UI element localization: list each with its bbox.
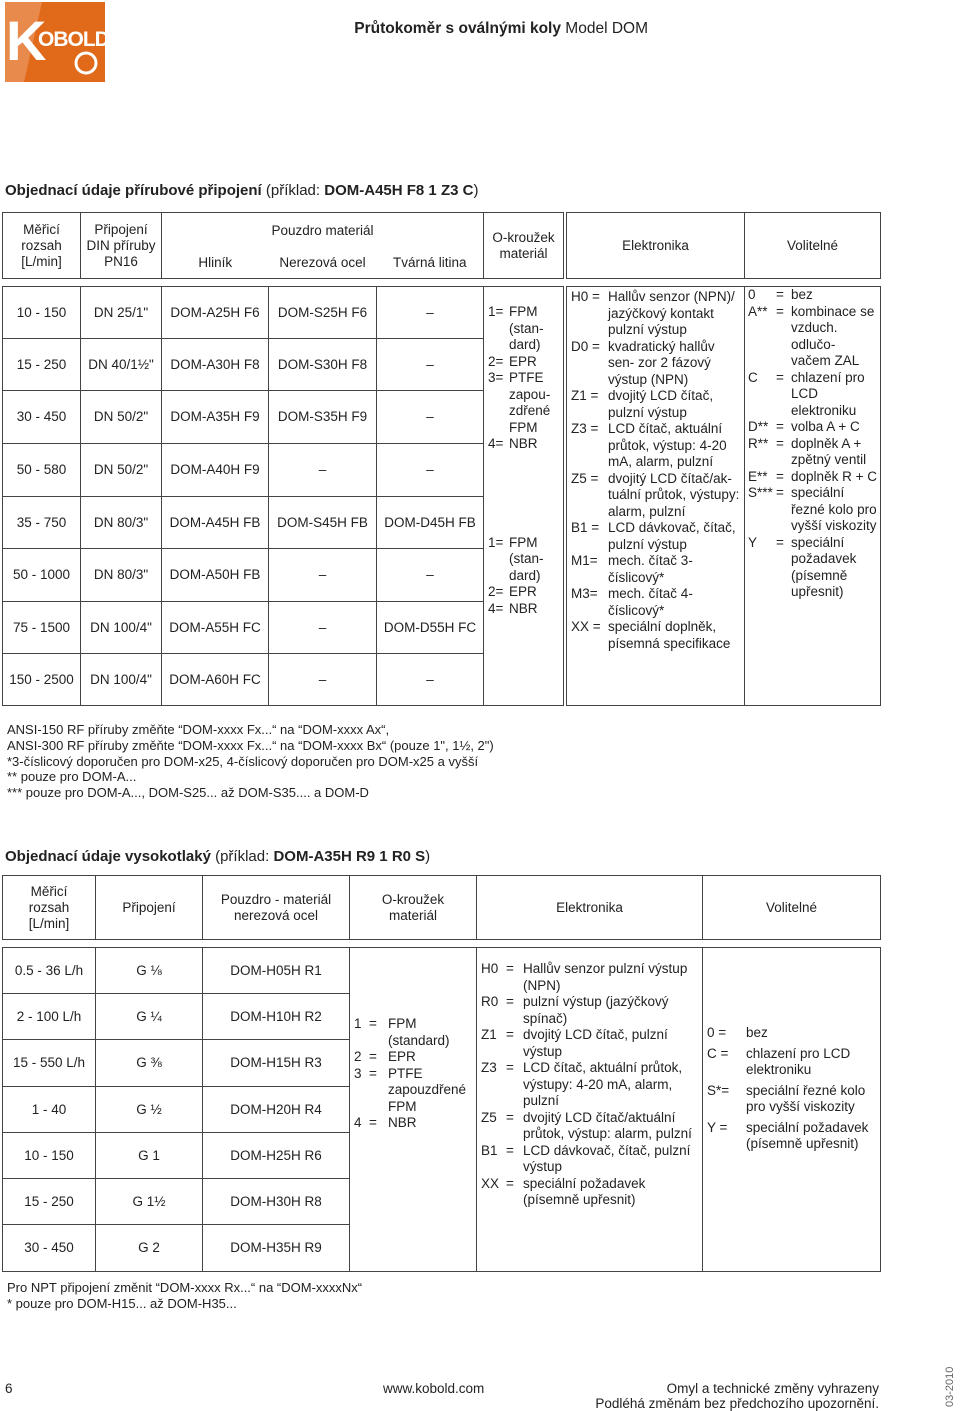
footer-disclaimer (595, 1381, 879, 1411)
electronics-item-code: Z3 (481, 1060, 497, 1075)
header-oring-l1: O-kroužek (381, 891, 445, 907)
section1-title-bold: Objednací údaje přírubové připojení (5, 182, 262, 199)
page-header-title (354, 20, 648, 38)
header-options: Volitelné (703, 876, 881, 940)
range-cell: 0.5 - 36 L/h (3, 948, 96, 994)
kobold-logo (2, 0, 108, 84)
range-cell: 150 - 2500 (3, 654, 81, 706)
electronics-item-text: dvojitý LCD čítač, pulzní výstup (523, 1027, 668, 1059)
oring-lower-cell (484, 497, 564, 706)
range-cell: 30 - 450 (3, 391, 81, 444)
section2-title-end: ) (425, 848, 431, 865)
oring-item-text: FPM (standard) (388, 1016, 450, 1048)
aluminium-cell: DOM-A50H FB (162, 549, 269, 602)
header-range-l2: rozsah (21, 237, 62, 253)
option-item-text: kombinace se vzduch. odlučo- vačem ZAL (791, 303, 875, 368)
svg-text:K: K (6, 9, 47, 72)
electronics-item-code: = (506, 1175, 514, 1191)
aluminium-cell: DOM-A55H FC (162, 602, 269, 654)
oring-item-text: PTFE zapouzdřené FPM (388, 1065, 467, 1114)
range-cell: 75 - 1500 (3, 602, 81, 654)
section1-example: DOM-A45H F8 1 Z3 C (324, 182, 474, 199)
option-item-code: E** (748, 468, 768, 484)
option-item-code: C (748, 369, 758, 385)
footer-line1: Omyl a technické změny vyhrazeny (666, 1381, 879, 1396)
oring-item-text: EPR (509, 584, 537, 599)
option-item-text: doplněk A + zpětný ventil (791, 435, 867, 467)
dn-cell: DN 25/1" (81, 287, 162, 339)
table-row (3, 948, 881, 994)
dn-cell: DN 80/3" (81, 497, 162, 549)
electronics-item-code: = (506, 1060, 514, 1075)
electronics-item-code: = (506, 1142, 514, 1158)
option-item-text: speciální řezné kolo pro vyšší viskozity (746, 1082, 866, 1114)
ductile-cell: – (377, 339, 484, 391)
header-aluminium: Hliník (162, 249, 269, 279)
range-cell: 10 - 150 (3, 1133, 96, 1179)
header-housing: Pouzdro materiál (162, 213, 484, 249)
oring-item-text: FPM (stan- dard) (509, 534, 544, 583)
aluminium-cell: DOM-A35H F9 (162, 391, 269, 444)
option-item-code: 0 (748, 287, 756, 302)
option-item-text: speciální řezné kolo pro vyšší viskozity (791, 485, 877, 533)
connection-cell: G ½ (96, 1087, 203, 1133)
electronics-item-code: D0 = (571, 338, 600, 354)
electronics-item-code: H0 = (571, 289, 600, 304)
option-item-code: D** (748, 419, 769, 434)
range-cell: 2 - 100 L/h (3, 994, 96, 1040)
option-item-text: chlazení pro LCD elektroniku (746, 1045, 851, 1077)
dn-cell: DN 100/4" (81, 654, 162, 706)
oring-item-code: 2= (488, 584, 504, 599)
option-item-code: = (776, 435, 784, 451)
option-item-code: R** (748, 435, 769, 451)
note-line: *3-číslicový doporučen pro DOM-x25, 4-číslicový doporučen pro DOM-x25 a vyšší (7, 753, 479, 769)
model-cell: DOM-H35H R9 (203, 1225, 350, 1272)
model-cell: DOM-H20H R4 (203, 1087, 350, 1133)
footer-date: 03-2010 (944, 1366, 956, 1407)
electronics-item-code: Z5 = (571, 470, 599, 486)
options-cell (745, 287, 881, 706)
option-item-code: C = (707, 1045, 729, 1061)
electronics-item-text: mech. čítač 3-číslicový* (608, 553, 693, 585)
electronics-item-text: dvojitý LCD čítač, pulzní výstup (608, 388, 714, 420)
section2-title-rest: (příklad: (210, 848, 274, 865)
oring-item-code: = (369, 1016, 377, 1031)
header-connection-l2: DIN příruby (86, 237, 156, 253)
range-cell: 35 - 750 (3, 497, 81, 549)
note-line: Pro NPT připojení změnit “DOM-xxxx Rx...“ na “DOM-xxxxNx“ (7, 1280, 363, 1295)
stainless-cell: – (269, 602, 377, 654)
oring-item-text: NBR (388, 1115, 417, 1130)
range-cell: 30 - 450 (3, 1225, 96, 1272)
range-cell: 50 - 580 (3, 444, 81, 497)
table-row (3, 287, 881, 339)
stainless-cell: – (269, 549, 377, 602)
options-list (703, 948, 880, 1153)
options-list (745, 287, 880, 601)
electronics-item-text: LCD čítač, aktuální průtok, výstup: 4-20 mA, alarm, pulzní (608, 421, 727, 469)
oring-item-code: = (369, 1049, 377, 1064)
header-oring (484, 213, 564, 279)
header-oring-l1: O-kroužek (492, 229, 555, 245)
header-connection-l1: Připojení (94, 221, 148, 237)
header-range-l2: rozsah (28, 899, 70, 915)
connection-cell: G ⅜ (96, 1040, 203, 1087)
oring-item-code: 1= (488, 304, 504, 319)
ductile-cell: – (377, 287, 484, 339)
note-line: ANSI-300 RF příruby změňte “DOM-xxxx Fx...“ na “DOM-xxxx Bx“ (pouze 1", 1½, 2") (7, 737, 494, 753)
oring-list (350, 948, 476, 1132)
electronics-item-text: LCD čítač, aktuální průtok, výstupy: 4-20 mA, alarm, pulzní (523, 1060, 683, 1108)
stainless-cell: DOM-S45H FB (269, 497, 377, 549)
oring-item-code: 1= (488, 534, 504, 550)
dn-cell: DN 50/2" (81, 444, 162, 497)
electronics-item-code: H0 (481, 961, 499, 976)
stainless-cell: DOM-S25H F6 (269, 287, 377, 339)
range-cell: 50 - 1000 (3, 549, 81, 602)
page-number: 6 (5, 1381, 13, 1396)
range-cell: 1 - 40 (3, 1087, 96, 1133)
header-range (3, 213, 81, 279)
electronics-item-text: LCD dávkovač, čítač, pulzní výstup (523, 1142, 691, 1174)
header-options: Volitelné (745, 213, 881, 279)
electronics-item-code: Z3 = (571, 421, 599, 436)
header-title-rest: Model DOM (561, 20, 648, 37)
electronics-item-text: pulzní výstup (jazýčkový spínač) (523, 994, 669, 1026)
oring-item-code: 4 (354, 1115, 362, 1130)
oring-item-text: EPR (388, 1049, 416, 1064)
option-item-text: volba A + C (791, 419, 860, 434)
electronics-item-code: = (506, 994, 514, 1009)
connection-cell: G 2 (96, 1225, 203, 1272)
dn-cell: DN 50/2" (81, 391, 162, 444)
electronics-item-text: Hallův senzor pulzní výstup (NPN) (523, 961, 688, 993)
header-range-l1: Měřicí (30, 883, 68, 899)
stainless-cell: DOM-S30H F8 (269, 339, 377, 391)
electronics-item-text: speciální doplněk, písemná specifikace (608, 619, 731, 651)
connection-cell: G ¼ (96, 994, 203, 1040)
dn-cell: DN 80/3" (81, 549, 162, 602)
header-oring-l2: materiál (499, 245, 548, 261)
header-title-bold: Průtokoměr s oválnými koly (354, 20, 561, 37)
section2-title-bold: Objednací údaje vysokotlaký (5, 848, 211, 865)
stainless-cell: DOM-S35H F9 (269, 391, 377, 444)
header-stainless: Nerezová ocel (269, 249, 377, 279)
section2-example: DOM-A35H R9 1 R0 S (273, 848, 426, 865)
option-item-code: = (776, 287, 784, 302)
electronics-list (477, 948, 702, 1209)
option-item-text: bez (791, 287, 813, 302)
oring-item-code: = (369, 1065, 377, 1081)
ductile-cell: – (377, 549, 484, 602)
header-range-l3: [L/min] (21, 253, 62, 269)
ductile-cell: – (377, 444, 484, 497)
model-cell: DOM-H25H R6 (203, 1133, 350, 1179)
model-cell: DOM-H15H R3 (203, 1040, 350, 1087)
electronics-item-text: dvojitý LCD čítač/ak- tuální průtok, výstupy: alarm, pulzní (608, 470, 740, 519)
note-line: ANSI-150 RF příruby změňte “DOM-xxxx Fx...“ na “DOM-xxxx Ax“, (7, 722, 390, 737)
option-item-code: = (776, 303, 784, 319)
oring-cell (350, 948, 477, 1272)
electronics-item-text: dvojitý LCD čítač/aktuální průtok, výstup: alarm, pulzní (523, 1109, 692, 1141)
highpressure-order-table (2, 875, 881, 1272)
footer-url[interactable]: www.kobold.com (383, 1381, 485, 1396)
electronics-item-code: = (506, 1109, 514, 1125)
option-item-text: chlazení pro LCD elektroniku (791, 369, 865, 418)
oring-item-text: EPR (509, 353, 537, 369)
header-ductile: Tvárná litina (377, 249, 484, 279)
section1-title-rest: (příklad: (261, 182, 325, 199)
option-item-code: 0 = (707, 1025, 727, 1040)
header-connection (81, 213, 162, 279)
option-item-code: A** (748, 303, 768, 319)
model-cell: DOM-H05H R1 (203, 948, 350, 994)
electronics-item-text: kvadratický hallův sen- zor 2 fázový výstup (NPN) (608, 338, 715, 387)
electronics-item-code: M3= (571, 586, 598, 601)
header-range-l3: [L/min] (28, 915, 70, 931)
aluminium-cell: DOM-A45H FB (162, 497, 269, 549)
oring-upper-cell (484, 287, 564, 497)
oring-item-code: 4= (488, 436, 504, 451)
note-line: * pouze pro DOM-H15... až DOM-H35... (7, 1295, 237, 1311)
option-item-code: = (776, 468, 784, 484)
electronics-item-code: XX = (571, 619, 601, 634)
electronics-item-code: M1= (571, 553, 598, 568)
electronics-cell (477, 948, 703, 1272)
section1-notes (7, 722, 494, 801)
option-item-text: bez (746, 1025, 768, 1040)
electronics-item-code: B1 = (571, 520, 600, 535)
section1-title (5, 182, 478, 199)
header-electronics: Elektronika (477, 876, 703, 940)
header-electronics: Elektronika (567, 213, 745, 279)
range-cell: 10 - 150 (3, 287, 81, 339)
header-oring-l2: materiál (388, 907, 437, 923)
connection-cell: G 1½ (96, 1179, 203, 1225)
header-housing-l1: Pouzdro - materiál (220, 891, 332, 907)
model-cell: DOM-H30H R8 (203, 1179, 350, 1225)
electronics-item-code: = (506, 1027, 514, 1042)
oring-item-code: 4= (488, 600, 504, 616)
electronics-item-text: speciální požadavek (písemně upřesnit) (523, 1175, 646, 1207)
note-line: ** pouze pro DOM-A... (7, 769, 137, 785)
oring-item-code: 2 (354, 1049, 362, 1064)
electronics-list (567, 287, 744, 652)
aluminium-cell: DOM-A25H F6 (162, 287, 269, 339)
oring-item-text: FPM (stan- dard) (509, 304, 544, 352)
section2-notes (7, 1280, 362, 1312)
aluminium-cell: DOM-A30H F8 (162, 339, 269, 391)
oring-item-code: 2= (488, 353, 504, 369)
header-housing (203, 876, 350, 940)
header-connection-l3: PN16 (104, 253, 138, 269)
oring-item-code: 1 (354, 1016, 362, 1031)
option-item-code: = (776, 485, 784, 500)
section2-title (5, 848, 430, 865)
option-item-text: speciální požadavek (písemně upřesnit) (746, 1119, 869, 1151)
model-cell: DOM-H10H R2 (203, 994, 350, 1040)
electronics-item-code: XX (481, 1175, 500, 1191)
oring-item-text: PTFE zapou- zdřené FPM (509, 370, 551, 435)
range-cell: 15 - 250 (3, 339, 81, 391)
option-item-code: S*** (748, 485, 773, 500)
electronics-item-text: mech. čítač 4-číslicový* (608, 586, 693, 618)
flange-order-table (2, 212, 881, 706)
electronics-item-code: Z1 = (571, 388, 599, 403)
electronics-item-text: LCD dávkovač, čítač, pulzní výstup (608, 520, 736, 552)
dn-cell: DN 40/1½" (81, 339, 162, 391)
oring-item-code: 3 (354, 1065, 362, 1081)
oring-item-code: = (369, 1115, 377, 1130)
option-item-code: = (776, 419, 784, 434)
electronics-item-text: Hallův senzor (NPN)/ jazýčkový kontakt pulzní výstup (608, 289, 735, 337)
oring-item-text: NBR (509, 600, 538, 616)
option-item-text: doplněk R + C (791, 468, 877, 484)
header-housing-l2: nerezová ocel (233, 907, 319, 923)
header-connection: Připojení (96, 876, 203, 940)
oring-item-text: NBR (509, 436, 538, 451)
electronics-item-code: Z5 (481, 1109, 497, 1125)
ductile-cell: DOM-D45H FB (377, 497, 484, 549)
electronics-item-code: B1 (481, 1142, 498, 1158)
oring-upper-list (484, 287, 563, 453)
ductile-cell: – (377, 391, 484, 444)
note-line: *** pouze pro DOM-A..., DOM-S25... až DOM-S35.... a DOM-D (7, 785, 369, 801)
aluminium-cell: DOM-A40H F9 (162, 444, 269, 497)
option-item-code: = (776, 534, 784, 550)
oring-item-code: 3= (488, 370, 504, 385)
ductile-cell: – (377, 654, 484, 706)
stainless-cell: – (269, 444, 377, 497)
option-item-code: Y (748, 534, 758, 550)
range-cell: 15 - 250 (3, 1179, 96, 1225)
electronics-item-code: = (506, 961, 514, 976)
stainless-cell: – (269, 654, 377, 706)
header-range-l1: Měřicí (23, 221, 60, 237)
connection-cell: G 1 (96, 1133, 203, 1179)
ductile-cell: DOM-D55H FC (377, 602, 484, 654)
option-item-code: S*= (707, 1082, 730, 1098)
header-oring (350, 876, 477, 940)
option-item-text: speciální požadavek (písemně upřesnit) (791, 534, 857, 599)
electronics-item-code: R0 (481, 994, 499, 1009)
connection-cell: G ⅛ (96, 948, 203, 994)
header-range (3, 876, 96, 940)
section1-title-end: ) (473, 182, 479, 199)
aluminium-cell: DOM-A60H FC (162, 654, 269, 706)
footer-line2: Podléhá změnám bez předchozího upozornění. (595, 1396, 879, 1411)
svg-text:OBOLD: OBOLD (38, 28, 108, 51)
range-cell: 15 - 550 L/h (3, 1040, 96, 1087)
oring-lower-list (484, 497, 563, 618)
options-cell (703, 948, 881, 1272)
dn-cell: DN 100/4" (81, 602, 162, 654)
option-item-code: Y = (707, 1119, 728, 1135)
electronics-cell (567, 287, 745, 706)
electronics-item-code: Z1 (481, 1027, 497, 1042)
option-item-code: = (776, 369, 784, 385)
